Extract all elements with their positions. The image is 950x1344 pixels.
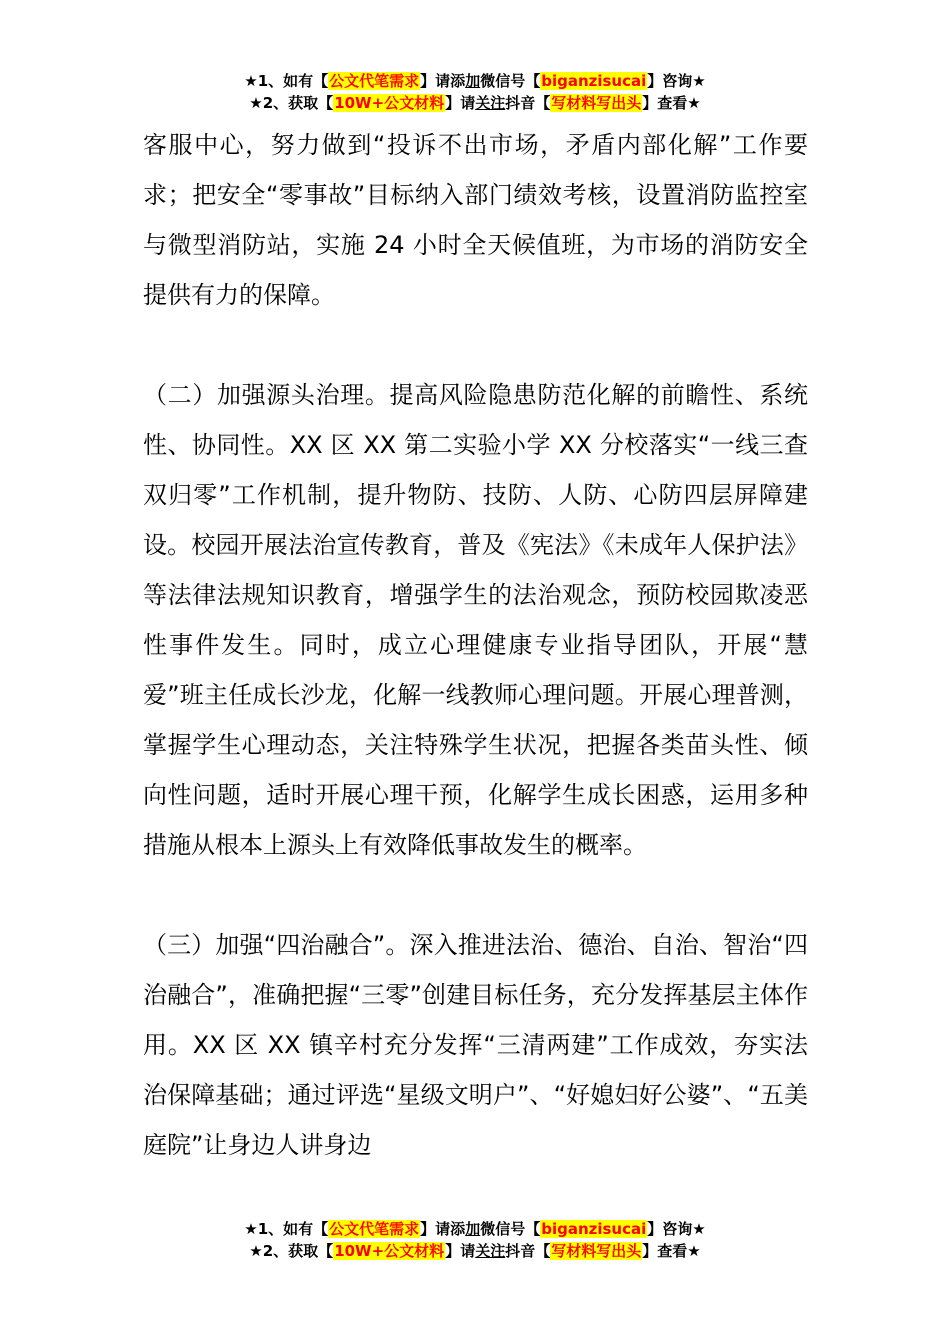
- promo-text: 】请: [445, 94, 476, 112]
- promo-highlight: 10W+公文材料: [334, 1242, 445, 1260]
- paragraph-3: （三）加强“四治融合”。深入推进法治、德治、自治、智治“四治融合”，准确把握“三零”创建目标任务，充分发挥基层主体作用。XX 区 XX 镇辛村充分发挥“三清两建”工作成效，夯实法治保障基础；通过评选“星级文明户”、“好媳妇好公婆”、“五美庭院”让身边人讲身边: [143, 931, 808, 1159]
- promo-text: 抖音【: [505, 94, 551, 112]
- promo-highlight: 10W+公文材料: [334, 94, 445, 112]
- promo-highlight: 写材料写出头: [551, 1242, 642, 1260]
- promo-underlined-text: 加: [465, 72, 481, 90]
- promo-line-1: [0, 70, 950, 92]
- promo-text: ★2、获取【: [249, 1242, 334, 1260]
- promo-highlight: biganzisucai: [541, 72, 647, 90]
- promo-text: 微信号【: [480, 1220, 541, 1238]
- promo-banner-bottom: [0, 1218, 950, 1262]
- promo-highlight: 公文代笔需求: [329, 72, 420, 90]
- promo-underlined-text: 加: [465, 1220, 481, 1238]
- promo-highlight: 公文代笔需求: [329, 1220, 420, 1238]
- promo-text: ★1、如有【: [244, 1220, 329, 1238]
- promo-text: 】查看★: [642, 1242, 701, 1260]
- promo-line-2: [0, 1240, 950, 1262]
- promo-text: ★1、如有【: [244, 72, 329, 90]
- promo-text: 】请添: [420, 72, 466, 90]
- promo-text: 】查看★: [642, 94, 701, 112]
- promo-highlight: 写材料写出头: [551, 94, 642, 112]
- document-body: [143, 120, 808, 1170]
- promo-underlined-text: 关注: [475, 94, 506, 112]
- promo-underlined-text: 关注: [475, 1242, 506, 1260]
- promo-text: 抖音【: [505, 1242, 551, 1260]
- paragraph-gap: [143, 870, 808, 920]
- promo-highlight: biganzisucai: [541, 1220, 647, 1238]
- promo-text: 】请添: [420, 1220, 466, 1238]
- promo-line-2: [0, 92, 950, 114]
- promo-text: 】请: [445, 1242, 476, 1260]
- paragraph-gap: [143, 320, 808, 370]
- paragraph-2: （二）加强源头治理。提高风险隐患防范化解的前瞻性、系统性、协同性。XX 区 XX 第二实验小学 XX 分校落实“一线三查双归零”工作机制，提升物防、技防、人防、心防四层屏障建设。校园开展法治宣传教育，普及《宪法》《未成年人保护法》等法律法规知识教育，增强学生的法治观念，预防校园欺凌恶性事件发生。同时，成立心理健康专业指导团队，开展“慧爱”班主任成长沙龙，化解一线教师心理问题。开展心理普测，掌握学生心理动态，关注特殊学生状况，把握各类苗头性、倾向性问题，适时开展心理干预，化解学生成长困惑，运用多种措施从根本上源头上有效降低事故发生的概率。: [143, 381, 808, 859]
- promo-text: 】咨询★: [647, 1220, 706, 1238]
- paragraph-1: 客服中心，努力做到“投诉不出市场，矛盾内部化解”工作要求；把安全“零事故”目标纳入部门绩效考核，设置消防监控室与微型消防站，实施 24 小时全天候值班，为市场的消防安全提供有力的保障。: [143, 131, 808, 309]
- promo-text: ★2、获取【: [249, 94, 334, 112]
- promo-text: 微信号【: [480, 72, 541, 90]
- promo-banner-top: [0, 70, 950, 114]
- promo-line-1: [0, 1218, 950, 1240]
- promo-text: 】咨询★: [647, 72, 706, 90]
